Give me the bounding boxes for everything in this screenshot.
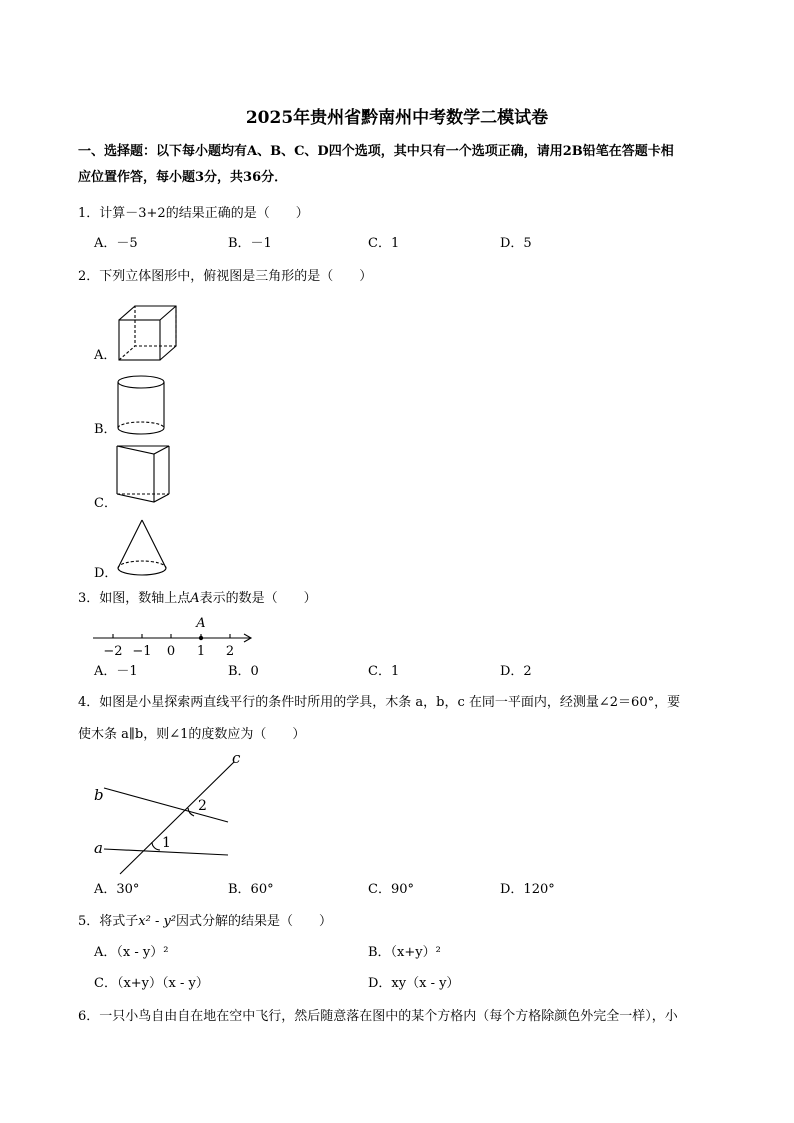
- q2-option-b-label: B．: [94, 422, 117, 437]
- triangular-prism-figure: [112, 442, 174, 504]
- number-line-figure: [88, 610, 263, 660]
- tick-label-neg1: −1: [132, 644, 152, 659]
- q3-option-a: A．－1: [94, 664, 138, 679]
- label-b: b: [94, 786, 104, 804]
- q5-stem-post: 因式分解的结果是（ ）: [176, 914, 333, 929]
- line-b: [104, 788, 228, 822]
- q2-option-a-label: A．: [94, 348, 117, 363]
- cone-figure: [114, 516, 170, 582]
- q3-stem-pre: 3．如图，数轴上点: [78, 591, 191, 606]
- section-instructions: [78, 139, 718, 191]
- q4-option-b: B．60°: [228, 882, 274, 897]
- q1-option-d: D．5: [500, 236, 532, 251]
- q4-stem-line-2: 使木条 a∥b，则∠1的度数应为（ ）: [78, 727, 306, 742]
- q6-stem: 6．一只小鸟自由自在地在空中飞行，然后随意落在图中的某个方格内（每个方格除颜色外完全一样），小: [78, 1009, 678, 1024]
- q4-option-d: D．120°: [500, 882, 555, 897]
- label-angle-1: 1: [162, 835, 171, 851]
- q3-stem-var: A: [190, 591, 200, 606]
- q5-stem-pre: 5．将式子: [78, 914, 139, 929]
- q3-option-c: C．1: [368, 664, 400, 679]
- cube-figure: [114, 300, 184, 364]
- line-c: [120, 762, 234, 874]
- label-angle-2: 2: [198, 798, 207, 814]
- q1-option-c: C．1: [368, 236, 400, 251]
- q4-stem-line-1: 4．如图是小星探索两直线平行的条件时所用的学具，木条 a，b，c 在同一平面内，经测量∠2＝60°，要: [78, 695, 681, 710]
- section-line-2: 应位置作答，每小题3分，共36分．: [78, 170, 288, 185]
- q4-option-c: C．90°: [368, 882, 414, 897]
- tick-label-neg2: −2: [103, 644, 123, 659]
- q3-option-d: D．2: [500, 664, 532, 679]
- q5-stem: [78, 912, 332, 932]
- q5-option-c: C．（x+y）（x - y）: [94, 976, 209, 991]
- q5-stem-expr: x² - y²: [138, 914, 177, 929]
- parallel-lines-figure: [88, 746, 258, 878]
- q2-option-d-label: D．: [94, 566, 118, 581]
- point-a-marker: [199, 636, 203, 640]
- tick-label-2: 2: [225, 644, 235, 659]
- page-title: 2025年贵州省黔南州中考数学二模试卷: [245, 108, 549, 128]
- q1-option-b: B．－1: [228, 236, 272, 251]
- q3-option-b: B．0: [228, 664, 259, 679]
- point-a-label: A: [196, 616, 206, 631]
- label-a: a: [94, 839, 103, 857]
- q2-stem: 2．下列立体图形中，俯视图是三角形的是（ ）: [78, 269, 373, 284]
- q5-option-b: B．（x+y）²: [368, 945, 441, 960]
- cylinder-figure: [114, 372, 170, 438]
- q1-stem: 1．计算－3+2的结果正确的是（ ）: [78, 206, 309, 221]
- q4-option-a: A．30°: [94, 882, 140, 897]
- section-line-1: 一、选择题：以下每小题均有A、B、C、D四个选项，其中只有一个选项正确，请用2B铅笔在答题卡相: [78, 144, 674, 159]
- q5-option-a: A．（x - y）²: [94, 945, 169, 960]
- q1-option-a: A．－5: [94, 236, 138, 251]
- tick-label-0: 0: [166, 644, 176, 659]
- label-c: c: [232, 749, 241, 767]
- q3-stem: [78, 589, 317, 609]
- q2-option-c-label: C．: [94, 496, 117, 511]
- q3-stem-post: 表示的数是（ ）: [199, 591, 317, 606]
- tick-label-1: 1: [196, 644, 206, 659]
- q5-option-d: D．xy（x - y）: [368, 976, 460, 991]
